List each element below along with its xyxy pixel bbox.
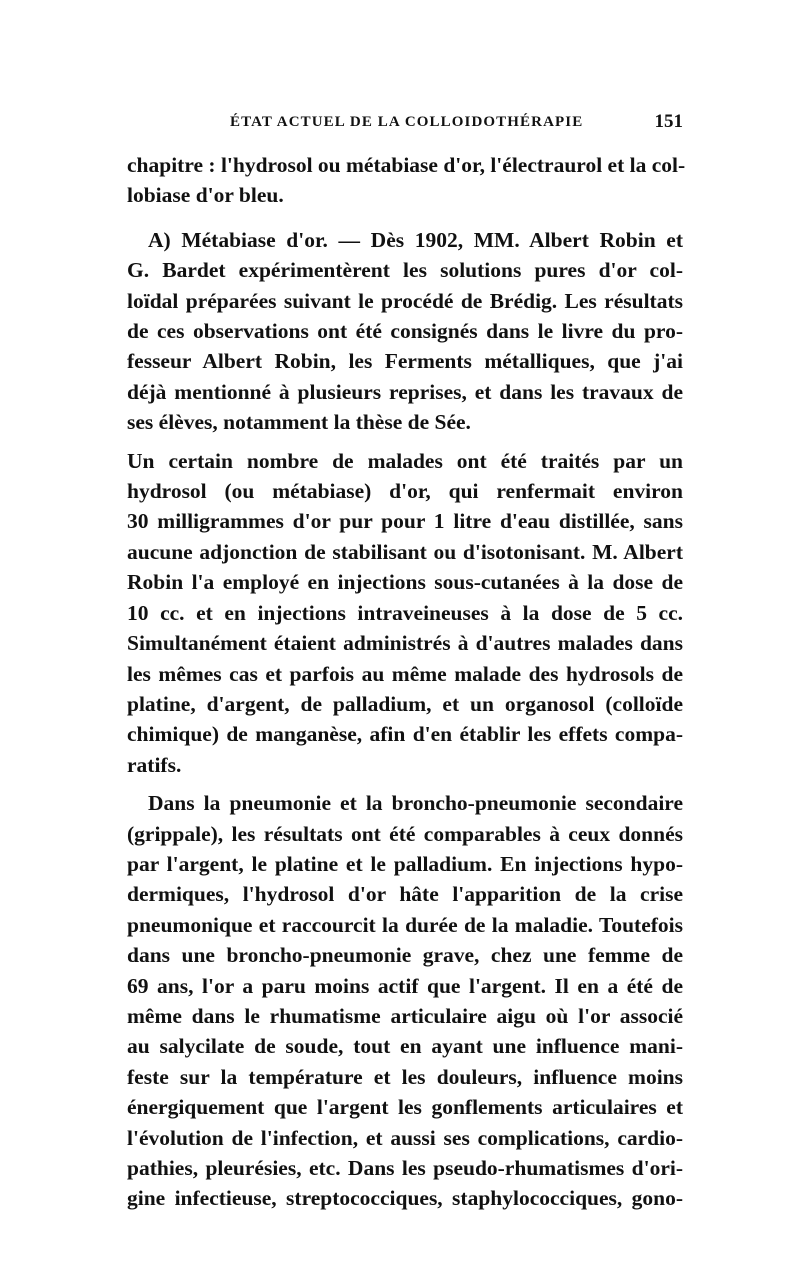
text-line: même dans le rhumatisme articulaire aigu où l'or associé: [127, 1003, 683, 1028]
text-line: lobiase d'or bleu.: [127, 183, 284, 208]
text-line: loïdal préparées suivant le procédé de Brédig. Les résultats: [127, 288, 683, 313]
text-line: Robin l'a employé en injections sous-cutanées à la dose de: [127, 570, 683, 595]
running-title: ÉTAT ACTUEL DE LA COLLOIDOTHÉRAPIE: [230, 114, 584, 130]
text-line: ses élèves, notamment la thèse de Sée.: [127, 410, 471, 435]
text-line: dans une broncho-pneumonie grave, chez une femme de: [127, 943, 683, 968]
text-line: 69 ans, l'or a paru moins actif que l'argent. Il en a été de: [127, 973, 683, 998]
text-line: aucune adjonction de stabilisant ou d'isotonisant. M. Albert: [127, 539, 683, 564]
paragraph: [127, 446, 683, 780]
text-line: pneumonique et raccourcit la durée de la maladie. Toutefois: [127, 912, 683, 937]
text-line: pathies, pleurésies, etc. Dans les pseudo-rhumatismes d'ori-: [127, 1156, 683, 1180]
text-line: G. Bardet expérimentèrent les solutions pures d'or col-: [127, 258, 683, 283]
text-line: (grippale), les résultats ont été comparables à ceux donnés: [127, 821, 683, 846]
text-line: déjà mentionné à plusieurs reprises, et dans les travaux de: [127, 379, 683, 404]
text-line: chimique) de manganèse, afin d'en établir les effets compa-: [127, 722, 683, 747]
paragraph: [127, 225, 683, 438]
text-line: au salycilate de soude, tout en ayant une influence mani-: [127, 1034, 683, 1059]
text-line: chapitre : l'hydrosol ou métabiase d'or, l'électraurol et la col-: [127, 153, 686, 177]
text-line: énergiquement que l'argent les gonflements articulaires et: [127, 1095, 683, 1120]
text-line: fesseur Albert Robin, les Ferments métalliques, que j'ai: [127, 349, 683, 374]
paragraph: [127, 788, 683, 1214]
text-line: platine, d'argent, de palladium, et un organosol (colloïde: [127, 691, 683, 716]
text-line: de ces observations ont été consignés dans le livre du pro-: [127, 319, 683, 344]
paragraph: [127, 150, 686, 211]
text-line: l'évolution de l'infection, et aussi ses complications, cardio-: [127, 1125, 683, 1150]
text-line: hydrosol (ou métabiase) d'or, qui renfermait environ: [127, 479, 683, 504]
text-line: par l'argent, le platine et le palladium. En injections hypo-: [127, 851, 683, 876]
text-line: Dans la pneumonie et la broncho-pneumonie secondaire: [148, 791, 683, 816]
text-line: 10 cc. et en injections intraveineuses à la dose de 5 cc.: [127, 600, 683, 625]
text-line: ratifs.: [127, 752, 182, 777]
body-text: [127, 150, 686, 1214]
page-number: 151: [654, 111, 683, 132]
text-line: Un certain nombre de malades ont été traités par un: [127, 448, 683, 473]
text-line: Simultanément étaient administrés à d'autres malades dans: [127, 631, 683, 656]
text-line: 30 milligrammes d'or pur pour 1 litre d'eau distillée, sans: [127, 509, 683, 534]
text-line: gine infectieuse, streptococciques, staphylococciques, gono-: [127, 1186, 683, 1211]
text-line: A) Métabiase d'or. — Dès 1902, MM. Albert Robin et: [148, 227, 683, 252]
text-line: dermiques, l'hydrosol d'or hâte l'apparition de la crise: [127, 882, 683, 907]
text-line: feste sur la température et les douleurs, influence moins: [127, 1064, 683, 1089]
text-line: les mêmes cas et parfois au même malade des hydrosols de: [127, 661, 683, 686]
